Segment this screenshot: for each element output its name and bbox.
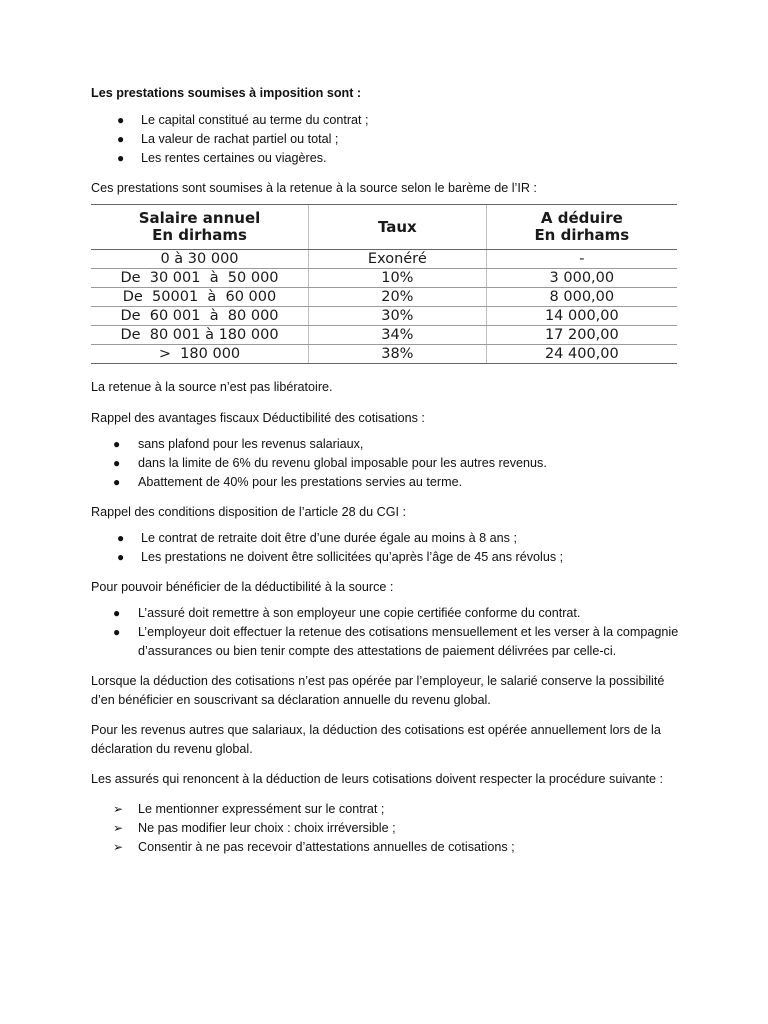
- table-row: [91, 250, 677, 269]
- list-item: ● Le contrat de retraite doit être d’une durée égale au moins à 8 ans ;: [91, 529, 681, 548]
- paragraph-rappel-conditions: Rappel des conditions disposition de l’article 28 du CGI :: [91, 505, 407, 519]
- conditions-list: [91, 529, 681, 567]
- deductibility-list: [91, 604, 681, 661]
- table-row: [91, 326, 677, 345]
- cell-rate: 38%: [308, 345, 486, 364]
- taxable-benefits-list: [91, 111, 681, 168]
- cell-deduct: 17 200,00: [486, 326, 677, 345]
- bullet-icon: ●: [113, 437, 121, 451]
- paragraph-rappel-avantages: Rappel des avantages fiscaux Déductibilité des cotisations :: [91, 411, 425, 425]
- bullet-icon: ●: [117, 151, 125, 165]
- procedure-list: [91, 800, 681, 857]
- paragraph-lorsque: Lorsque la déduction des cotisations n’est pas opérée par l’employeur, le salarié conserve la possibilité d’en bénéficier en souscrivant sa déclaration annuelle du revenu global.: [91, 674, 665, 707]
- cell-range: De 30 001 à 50 000: [91, 269, 308, 288]
- bullet-icon: ●: [117, 132, 125, 146]
- arrow-bullet-icon: ➢: [113, 840, 124, 854]
- bullet-icon: ●: [117, 550, 125, 564]
- bullet-icon: ●: [117, 113, 125, 127]
- cell-range: De 60 001 à 80 000: [91, 307, 308, 326]
- list-item: ● Les prestations ne doivent être sollicitées qu’après l’âge de 45 ans révolus ;: [91, 548, 681, 567]
- cell-range: De 80 001 à 180 000: [91, 326, 308, 345]
- bullet-icon: ●: [113, 456, 121, 470]
- header-rate: Taux: [308, 205, 486, 250]
- cell-range: > 180 000: [91, 345, 308, 364]
- paragraph-pour-pouvoir: Pour pouvoir bénéficier de la déductibilité à la source :: [91, 580, 394, 594]
- tax-scale-table: [91, 204, 677, 364]
- paragraph-autres-revenus: Pour les revenus autres que salariaux, la déduction des cotisations est opérée annuellement lors de la déclaration du revenu global.: [91, 723, 661, 756]
- table-row: [91, 307, 677, 326]
- bullet-icon: ●: [113, 475, 121, 489]
- cell-rate: 20%: [308, 288, 486, 307]
- cell-rate: Exonéré: [308, 250, 486, 269]
- tax-advantages-list: [91, 435, 681, 492]
- bullet-icon: ●: [113, 606, 121, 620]
- list-item: ➢ Consentir à ne pas recevoir d’attestations annuelles de cotisations ;: [91, 838, 681, 857]
- header-deduct: A déduire En dirhams: [486, 205, 677, 250]
- cell-range: 0 à 30 000: [91, 250, 308, 269]
- table-header-row: [91, 205, 677, 250]
- header-salary: Salaire annuel En dirhams: [91, 205, 308, 250]
- table-row: [91, 345, 677, 364]
- bullet-icon: ●: [113, 625, 121, 639]
- list-item: ● Le capital constitué au terme du contrat ;: [91, 111, 681, 130]
- list-item: ● L’assuré doit remettre à son employeur une copie certifiée conforme du contrat.: [91, 604, 681, 623]
- list-item: ● Abattement de 40% pour les prestations servies au terme.: [91, 473, 681, 492]
- cell-rate: 30%: [308, 307, 486, 326]
- cell-range: De 50001 à 60 000: [91, 288, 308, 307]
- list-item: ● Les rentes certaines ou viagères.: [91, 149, 681, 168]
- cell-rate: 10%: [308, 269, 486, 288]
- cell-deduct: 8 000,00: [486, 288, 677, 307]
- table-row: [91, 269, 677, 288]
- list-item: ● L’employeur doit effectuer la retenue des cotisations mensuellement et les verser à la compagnie d’assurances ou bien tenir compte des attestations de paiement délivrées par celle-ci.: [113, 625, 679, 658]
- cell-deduct: 24 400,00: [486, 345, 677, 364]
- paragraph-renoncent: Les assurés qui renoncent à la déduction de leurs cotisations doivent respecter la procédure suivante :: [91, 772, 663, 786]
- cell-deduct: 3 000,00: [486, 269, 677, 288]
- paragraph-liberatoire: La retenue à la source n’est pas libératoire.: [91, 380, 333, 394]
- list-item: ➢ Ne pas modifier leur choix : choix irréversible ;: [91, 819, 681, 838]
- cell-deduct: -: [486, 250, 677, 269]
- list-item: ➢ Le mentionner expressément sur le contrat ;: [91, 800, 681, 819]
- document-page: [91, 84, 681, 868]
- list-item: ● dans la limite de 6% du revenu global imposable pour les autres revenus.: [91, 454, 681, 473]
- section-heading: Les prestations soumises à imposition sont :: [91, 86, 362, 100]
- paragraph-bareme: Ces prestations sont soumises à la retenue à la source selon le barème de l’IR :: [91, 181, 537, 195]
- list-item: ● sans plafond pour les revenus salariaux,: [91, 435, 681, 454]
- cell-deduct: 14 000,00: [486, 307, 677, 326]
- bullet-icon: ●: [117, 531, 125, 545]
- cell-rate: 34%: [308, 326, 486, 345]
- arrow-bullet-icon: ➢: [113, 802, 124, 816]
- arrow-bullet-icon: ➢: [113, 821, 124, 835]
- table-row: [91, 288, 677, 307]
- list-item: ● La valeur de rachat partiel ou total ;: [91, 130, 681, 149]
